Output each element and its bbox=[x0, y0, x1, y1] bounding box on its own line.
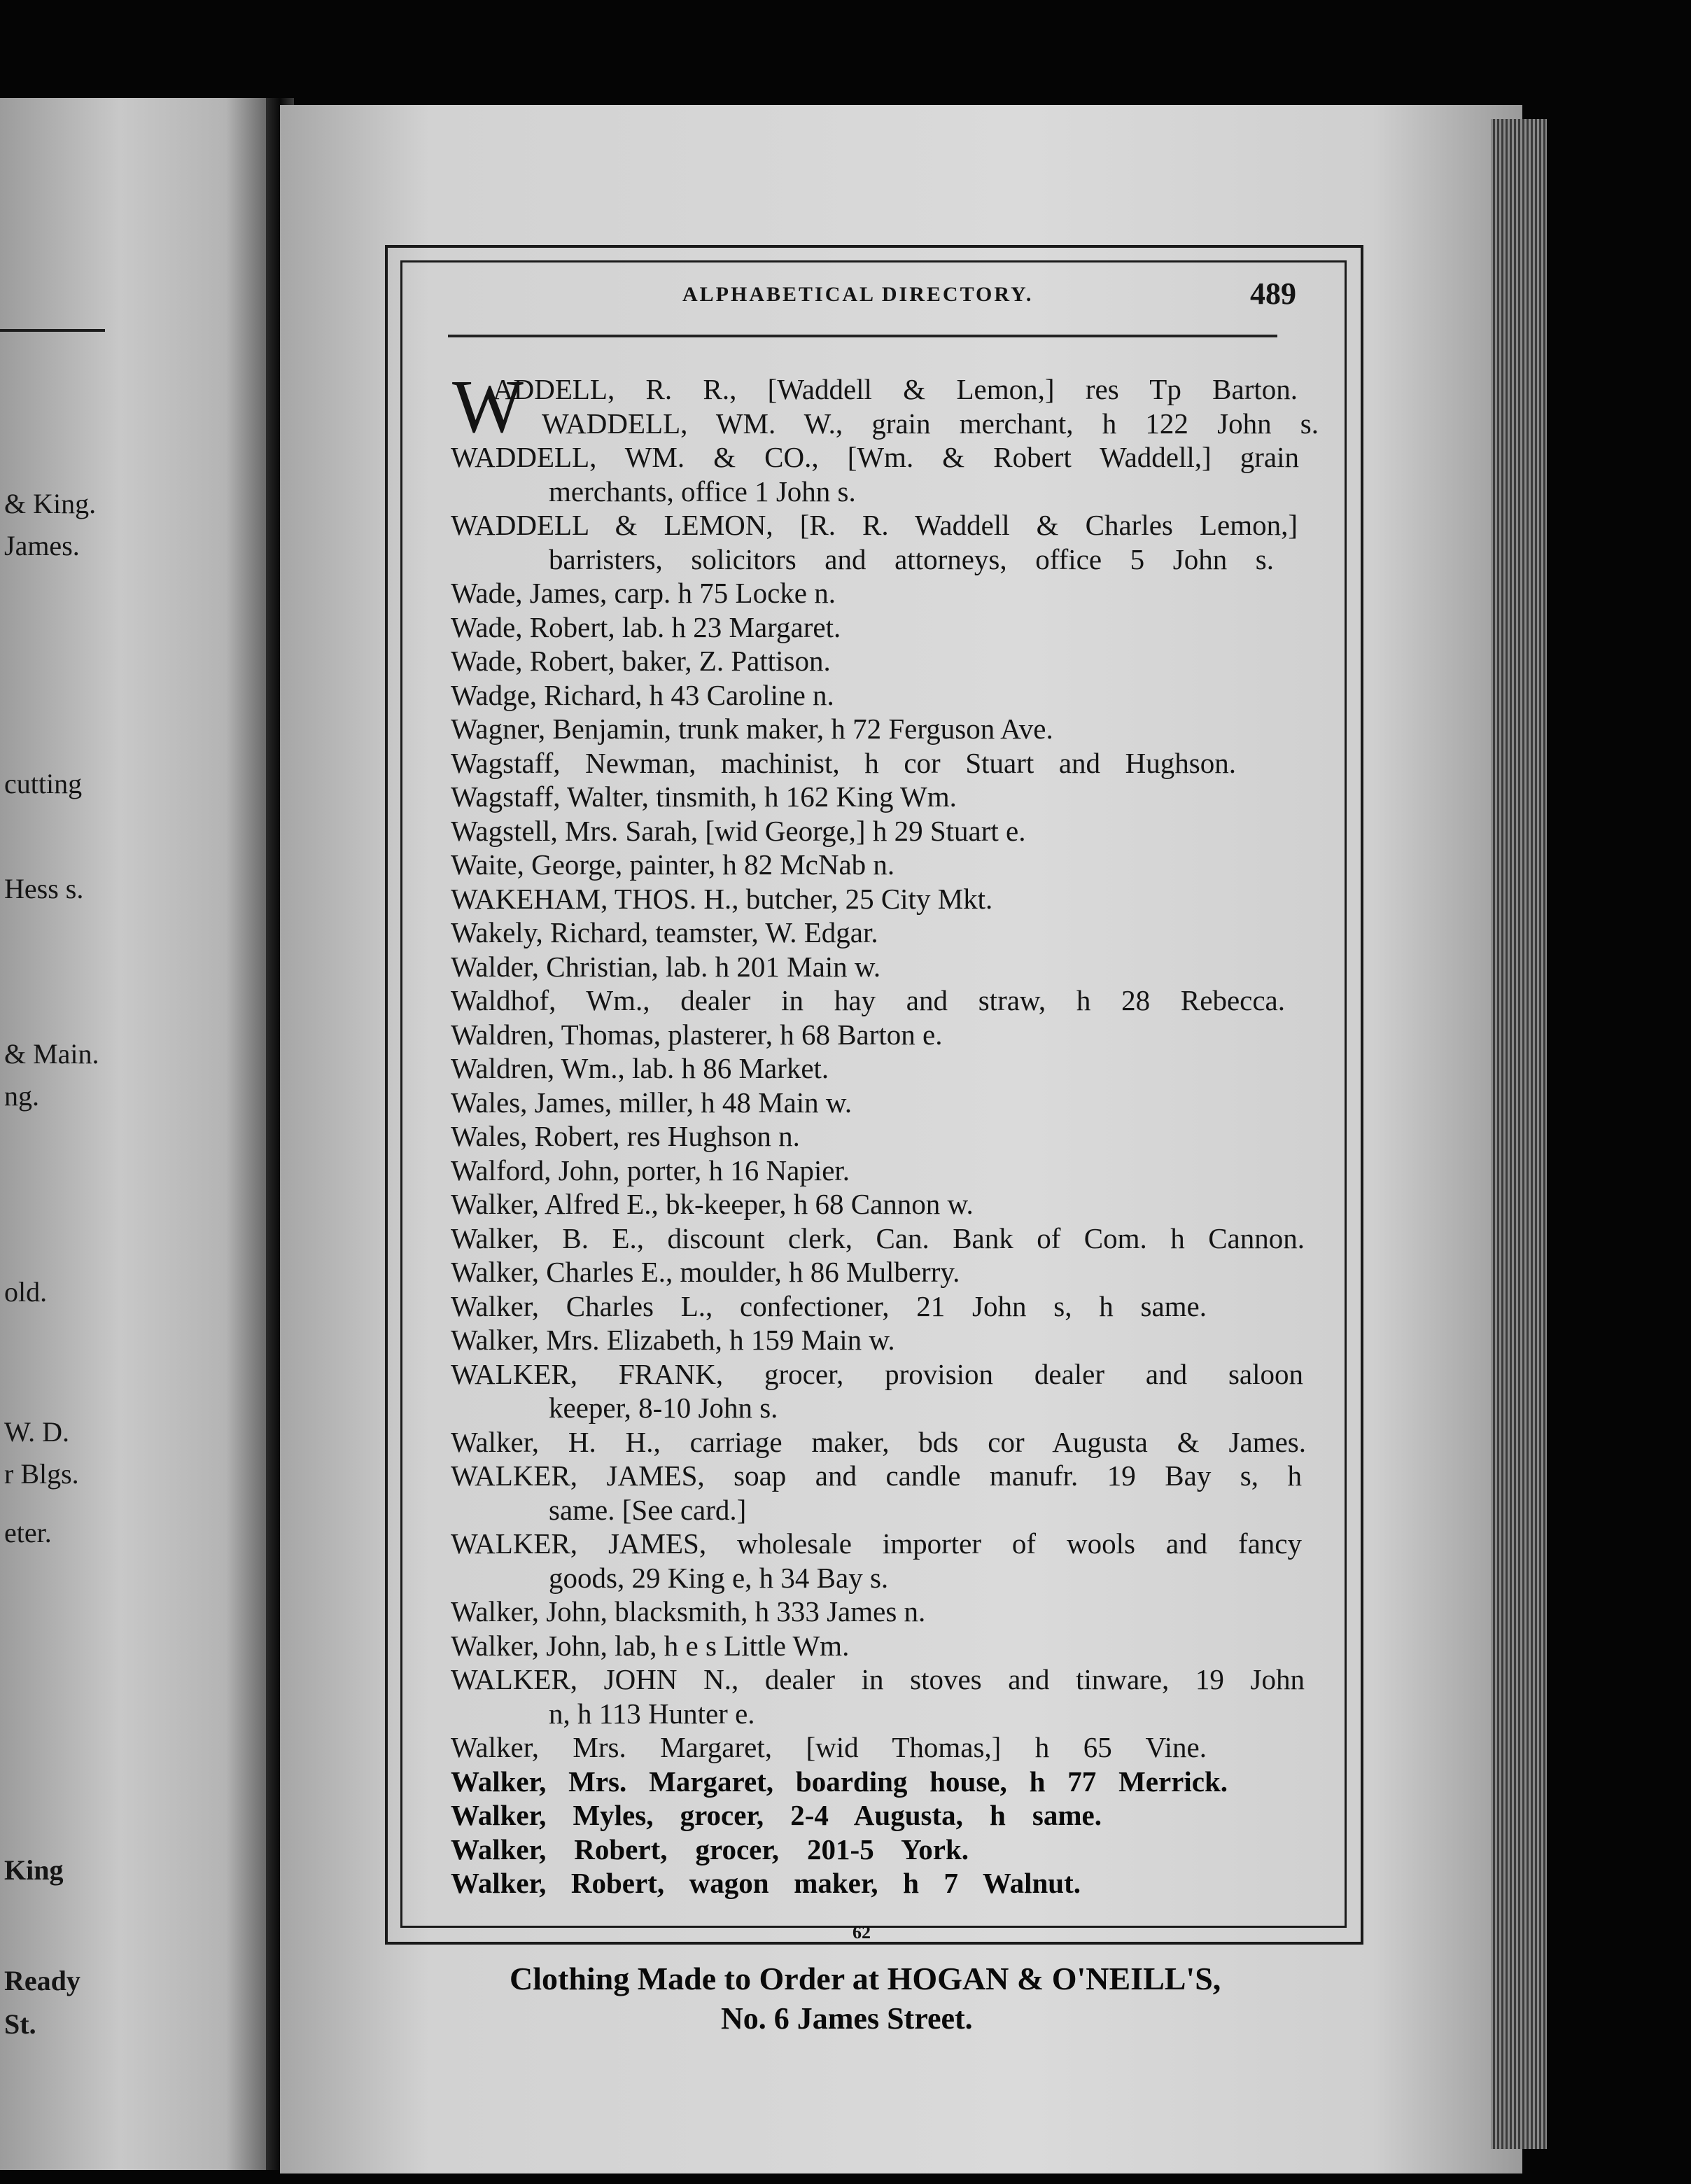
directory-entry: Wales, James, miller, h 48 Main w. bbox=[451, 1086, 852, 1119]
directory-entry-continuation: same. [See card.] bbox=[549, 1493, 747, 1526]
directory-entry-continuation: barristers, solicitors and attorneys, office 5 John s. bbox=[549, 542, 1274, 575]
directory-entry: Walker, John, lab, h e s Little Wm. bbox=[451, 1629, 850, 1662]
left-page-fragment: old. bbox=[4, 1276, 48, 1308]
left-page-fragment: cutting bbox=[4, 768, 83, 799]
directory-entry: WADDELL, WM. & CO., [Wm. & Robert Waddell,] grain bbox=[451, 441, 1299, 473]
directory-entry: WADDELL & LEMON, [R. R. Waddell & Charles Lemon,] bbox=[451, 509, 1298, 541]
page-edges bbox=[1491, 119, 1547, 2149]
drop-cap: W bbox=[452, 365, 524, 449]
left-page-fragment: ng. bbox=[4, 1080, 39, 1112]
directory-entry: Walker, Charles E., moulder, h 86 Mulberry. bbox=[451, 1256, 960, 1288]
running-header: ALPHABETICAL DIRECTORY. bbox=[682, 283, 1034, 306]
directory-entry: Walker, John, blacksmith, h 333 James n. bbox=[451, 1595, 926, 1628]
directory-entry-continuation: n, h 113 Hunter e. bbox=[549, 1697, 755, 1730]
directory-entry: Walker, Robert, grocer, 201-5 York. bbox=[451, 1833, 969, 1865]
directory-entry: WALKER, FRANK, grocer, provision dealer and saloon bbox=[451, 1357, 1303, 1390]
left-page-fragment: W. D. bbox=[4, 1416, 69, 1448]
left-page-fragment: St. bbox=[4, 2008, 36, 2040]
directory-entry: ADDELL, R. R., [Waddell & Lemon,] res Tp Barton. bbox=[493, 373, 1298, 405]
left-page-fragment: eter. bbox=[4, 1517, 52, 1548]
directory-entry: Walker, Myles, grocer, 2-4 Augusta, h same. bbox=[451, 1799, 1102, 1831]
left-page-fragment: Hess s. bbox=[4, 873, 84, 904]
directory-entry: Wade, James, carp. h 75 Locke n. bbox=[451, 577, 836, 609]
directory-entry: Wadge, Richard, h 43 Caroline n. bbox=[451, 678, 834, 711]
directory-entry: Waldhof, Wm., dealer in hay and straw, h 28 Rebecca. bbox=[451, 984, 1285, 1016]
directory-entry: Wales, Robert, res Hughson n. bbox=[451, 1120, 800, 1152]
left-page-fragment: & King. bbox=[4, 488, 97, 519]
directory-entry: Walker, Charles L., confectioner, 21 John s, h same. bbox=[451, 1289, 1207, 1322]
directory-entry-continuation: merchants, office 1 John s. bbox=[549, 475, 856, 507]
left-page-fragment: James. bbox=[4, 530, 80, 561]
footer-advertisement-line2: No. 6 James Street. bbox=[721, 2001, 973, 2036]
directory-entry: Walker, Mrs. Margaret, boarding house, h 77 Merrick. bbox=[451, 1765, 1228, 1798]
page-number: 489 bbox=[1250, 276, 1296, 311]
directory-entry: Walder, Christian, lab. h 201 Main w. bbox=[451, 950, 881, 983]
directory-entry: WAKEHAM, THOS. H., butcher, 25 City Mkt. bbox=[451, 882, 993, 915]
directory-entry: Wagstell, Mrs. Sarah, [wid George,] h 29 Stuart e. bbox=[451, 814, 1026, 847]
directory-entry: WALKER, JAMES, wholesale importer of wools and fancy bbox=[451, 1527, 1302, 1560]
directory-entry: Walker, Mrs. Margaret, [wid Thomas,] h 65 Vine. bbox=[451, 1731, 1207, 1763]
directory-entry: WALKER, JOHN N., dealer in stoves and tinware, 19 John bbox=[451, 1663, 1305, 1695]
directory-entry: Wagner, Benjamin, trunk maker, h 72 Ferguson Ave. bbox=[451, 713, 1053, 745]
directory-entry: Walker, Mrs. Elizabeth, h 159 Main w. bbox=[451, 1324, 895, 1356]
directory-entry: Wade, Robert, baker, Z. Pattison. bbox=[451, 645, 831, 677]
left-page-fragment: Ready bbox=[4, 1965, 80, 1996]
directory-entry-continuation: keeper, 8-10 John s. bbox=[549, 1392, 778, 1424]
directory-entry: Waldren, Thomas, plasterer, h 68 Barton e. bbox=[451, 1018, 943, 1051]
left-page-fragment: King bbox=[4, 1854, 64, 1886]
header-rule bbox=[448, 335, 1277, 337]
directory-entry: Walker, Alfred E., bk-keeper, h 68 Cannon w. bbox=[451, 1188, 974, 1220]
footer-advertisement-line1: Clothing Made to Order at HOGAN & O'NEILL'S, bbox=[510, 1961, 1221, 1996]
left-page-fragment: r Blgs. bbox=[4, 1458, 79, 1490]
directory-entry-continuation: goods, 29 King e, h 34 Bay s. bbox=[549, 1561, 889, 1594]
directory-entry: Walford, John, porter, h 16 Napier. bbox=[451, 1154, 850, 1186]
left-page-fragment: & Main. bbox=[4, 1038, 99, 1070]
directory-entry: Walker, H. H., carriage maker, bds cor Augusta & James. bbox=[451, 1425, 1306, 1458]
directory-entry: WALKER, JAMES, soap and candle manufr. 19 Bay s, h bbox=[451, 1460, 1302, 1492]
directory-entry: Waldren, Wm., lab. h 86 Market. bbox=[451, 1052, 829, 1084]
directory-entry: WADDELL, WM. W., grain merchant, h 122 John s. bbox=[542, 407, 1319, 440]
directory-entry: Walker, Robert, wagon maker, h 7 Walnut. bbox=[451, 1867, 1081, 1899]
left-page-rule bbox=[0, 329, 105, 332]
signature-mark: 62 bbox=[852, 1922, 871, 1942]
directory-entry: Waite, George, painter, h 82 McNab n. bbox=[451, 848, 895, 881]
directory-entry: Walker, B. E., discount clerk, Can. Bank of Com. h Cannon. bbox=[451, 1222, 1305, 1254]
directory-entry: Wade, Robert, lab. h 23 Margaret. bbox=[451, 610, 841, 643]
directory-entry: Wagstaff, Walter, tinsmith, h 162 King Wm. bbox=[451, 780, 957, 813]
directory-entry: Wakely, Richard, teamster, W. Edgar. bbox=[451, 916, 878, 948]
directory-entry: Wagstaff, Newman, machinist, h cor Stuart and Hughson. bbox=[451, 746, 1236, 779]
